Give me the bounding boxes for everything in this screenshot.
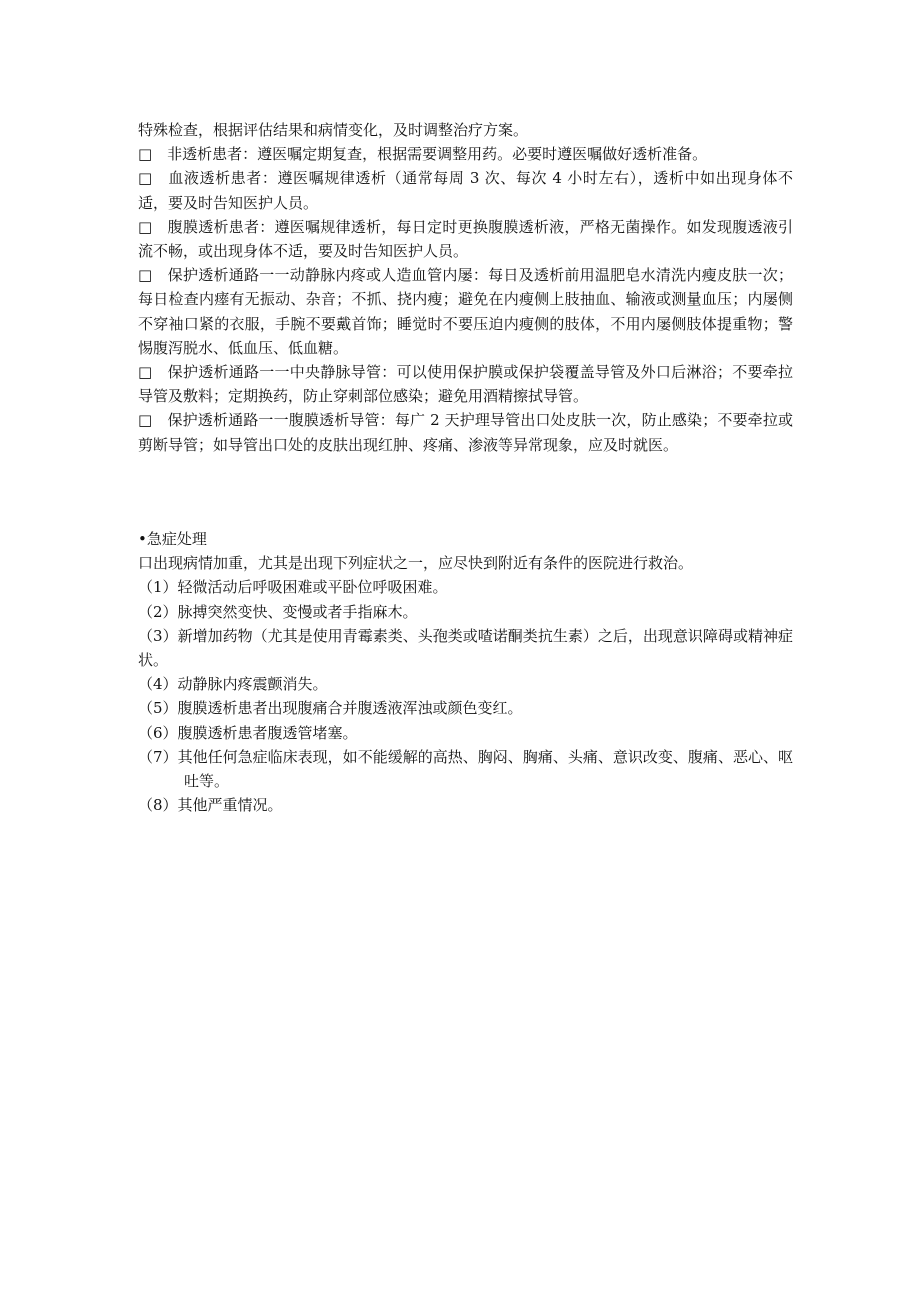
emergency-item: （5）腹膜透析患者出现腹痛合并腹透液浑浊或颜色变红。: [138, 699, 523, 718]
emergency-section: [138, 527, 793, 817]
emergency-item: （7）其他任何急症临床表现，如不能缓解的高热、胸闷、胸痛、头痛、意识改变、腹痛、恶心、呕吐等。: [138, 747, 793, 791]
emergency-heading: •急症处理: [138, 530, 207, 548]
paragraph-non-dialysis: □ 非透析患者：遵医嘱定期复查，根据需要调整用药。必要时遵医嘱做好透析准备。: [138, 145, 708, 164]
emergency-item: （2）脉搏突然变快、变慢或者手指麻木。: [138, 602, 418, 621]
emergency-intro: 口出现病情加重，尤其是出现下列症状之一，应尽快到附近有条件的医院进行救治。: [138, 554, 694, 573]
emergency-item: （3）新增加药物（尤其是使用青霉素类、头孢类或喳诺酮类抗生素）之后，出现意识障碍或精神症状。: [138, 626, 793, 670]
care-instructions-section: [138, 118, 793, 457]
paragraph-peritoneal-catheter-care: □ 保护透析通路一一腹膜透析导管：每广 2 天护理导管出口处皮肤一次，防止感染；不要牵拉或剪断导管；如导管出口处的皮肤出现红肿、疼痛、渗液等异常现象，应及时就医。: [138, 411, 793, 454]
paragraph-peritoneal-dialysis: □ 腹膜透析患者：遵医嘱规律透析，每日定时更换腹膜透析液，严格无菌操作。如发现腹透液引流不畅，或出现身体不适，要及时告知医护人员。: [138, 217, 793, 261]
paragraph-av-fistula-care: □ 保护透析通路一一动静脉内疼或人造血管内屡：每日及透析前用温肥皂水清洗内瘦皮肤一次；每日检查内瘗有无振动、杂音；不抓、挠内瘦；避免在内瘦侧上肢抽血、输液或测量血压；内屡侧不穿袖口紧的衣服，手腕不要戴首饰；睡觉时不要压迫内瘦侧的肢体，不用内屡侧肢体提重物；警惕腹泻脱水、低血压、低血糖。: [138, 266, 793, 357]
paragraph-checkup-continuation: 特殊检查，根据评估结果和病情变化，及时调整治疗方案。: [138, 121, 529, 139]
paragraph-central-venous-catheter-care: □ 保护透析通路一一中央静脉导管：可以使用保护膜或保护袋覆盖导管及外口后淋浴；不要牵拉导管及敷料；定期换药，防止穿刺部位感染；避免用酒精擦拭导管。: [138, 363, 793, 406]
emergency-item: （4）动静脉内疼震颤消失。: [138, 675, 328, 694]
emergency-item: （8）其他严重情况。: [138, 796, 283, 815]
emergency-item: （1）轻微活动后呼吸困难或平卧位呼吸困难。: [138, 578, 448, 597]
emergency-item: （6）腹膜透析患者腹透管堵塞。: [138, 723, 358, 742]
paragraph-hemodialysis: □ 血液透析患者：遵医嘱规律透析（通常每周 3 次、每次 4 小时左右），透析中如出现身体不适，要及时告知医护人员。: [138, 169, 793, 212]
